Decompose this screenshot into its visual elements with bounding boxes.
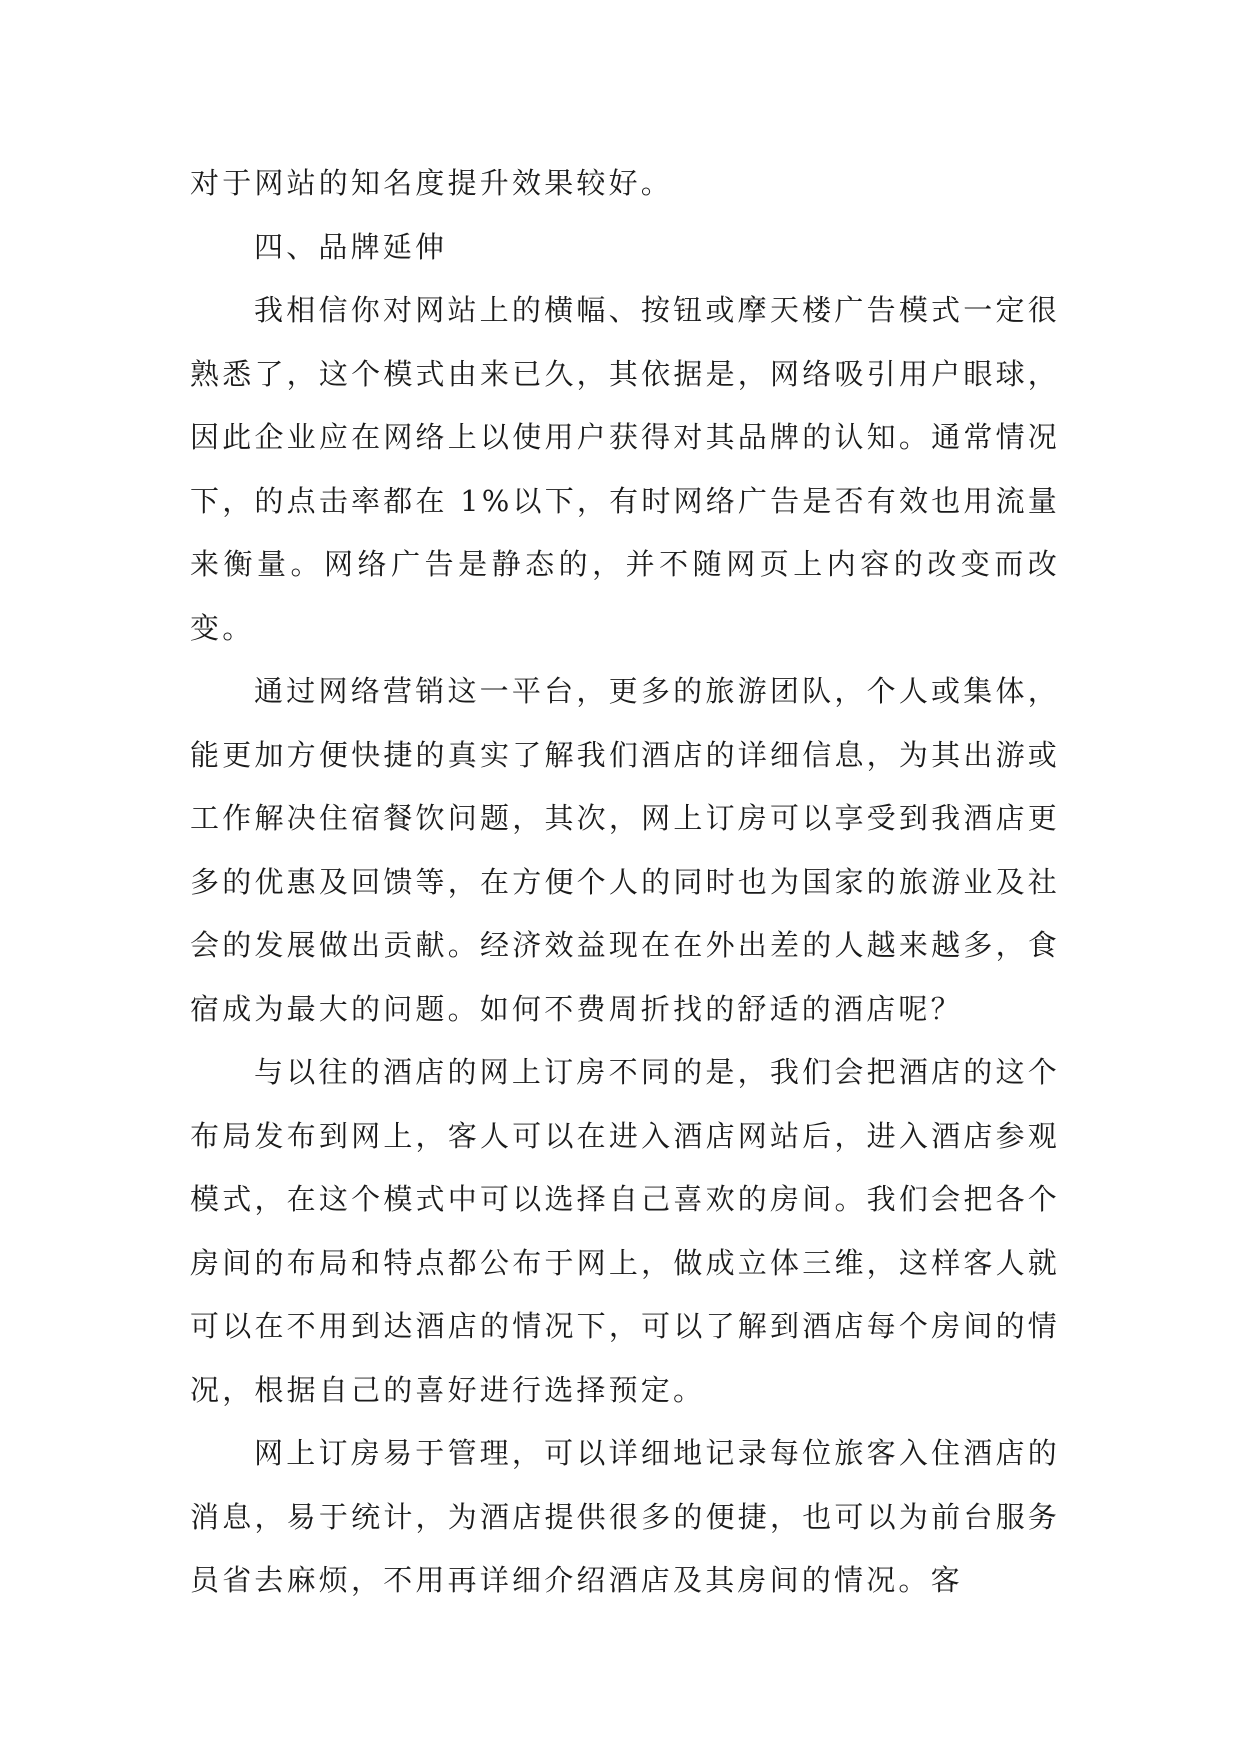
paragraph-hotel-layout: 与以往的酒店的网上订房不同的是，我们会把酒店的这个布局发布到网上，客人可以在进入酒店网站后，进入酒店参观模式，在这个模式中可以选择自己喜欢的房间。我们会把各个房间的布局和特点都公布于网上，做成立体三维，这样客人就可以在不用到达酒店的情况下，可以了解到酒店每个房间的情况，根据自己的喜好进行选择预定。 <box>190 1055 1060 1407</box>
paragraph-marketing-platform: 通过网络营销这一平台，更多的旅游团队，个人或集体，能更加方便快捷的真实了解我们酒店的详细信息，为其出游或工作解决住宿餐饮问题，其次，网上订房可以享受到我酒店更多的优惠及回馈等，在方便个人的同时也为国家的旅游业及社会的发展做出贡献。经济效益现在在外出差的人越来越多，食宿成为最大的问题。如何不费周折找的舒适的酒店呢？ <box>190 674 1060 1026</box>
paragraph-booking-management: 网上订房易于管理，可以详细地记录每位旅客入住酒店的消息，易于统计，为酒店提供很多的便捷，也可以为前台服务员省去麻烦，不用再详细介绍酒店及其房间的情况。客 <box>190 1436 1060 1597</box>
section-heading-brand-extension: 四、品牌延伸 <box>254 229 448 264</box>
paragraph-banner-ads: 我相信你对网站上的横幅、按钮或摩天楼广告模式一定很熟悉了，这个模式由来已久，其依据是，网络吸引用户眼球，因此企业应在网络上以使用户获得对其品牌的认知。通常情况下，的点击率都在 1%以下，有时网络广告是否有效也用流量来衡量。网络广告是静态的，并不随网页上内容的改变而改变。 <box>190 293 1060 645</box>
document-body <box>190 152 1060 1613</box>
paragraph-continuation: 对于网站的知名度提升效果较好。 <box>190 166 674 200</box>
